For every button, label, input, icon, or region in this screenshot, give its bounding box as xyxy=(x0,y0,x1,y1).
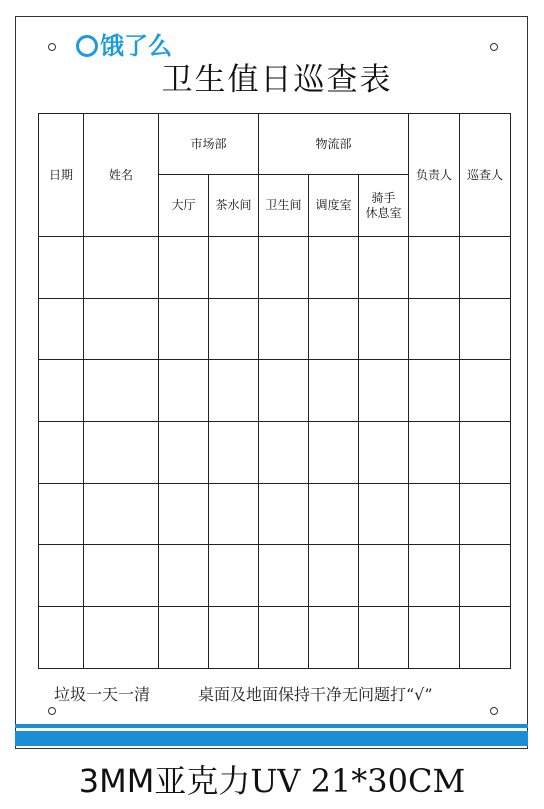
table-cell xyxy=(409,360,460,422)
table-cell xyxy=(409,607,460,669)
table-cell xyxy=(259,483,309,545)
table-cell xyxy=(39,237,84,299)
table-cell xyxy=(209,298,259,360)
table-cell xyxy=(39,607,84,669)
table-cell xyxy=(259,422,309,484)
logo-text: 饿了么 xyxy=(100,32,172,60)
header-hall: 大厅 xyxy=(159,175,209,237)
table-cell xyxy=(159,545,209,607)
header-date: 日期 xyxy=(39,114,84,237)
table-cell xyxy=(159,422,209,484)
footer-note-trash: 垃圾一天一清 xyxy=(54,685,151,704)
table-cell xyxy=(359,545,409,607)
table-cell xyxy=(359,422,409,484)
page-title: 卫生值日巡查表 xyxy=(161,62,393,98)
eleme-logo xyxy=(76,32,172,60)
table-cell xyxy=(409,545,460,607)
table-cell xyxy=(39,545,84,607)
header-rider-lounge: 骑手 休息室 xyxy=(359,175,409,237)
table-cell xyxy=(84,483,159,545)
mount-hole-bottom-right xyxy=(490,707,498,715)
table-cell xyxy=(359,483,409,545)
table-cell xyxy=(39,298,84,360)
table-row xyxy=(39,298,511,360)
table-cell xyxy=(259,360,309,422)
table-cell xyxy=(84,607,159,669)
table-cell xyxy=(84,422,159,484)
spec-label-lead: 3MM xyxy=(78,762,155,800)
table-cell xyxy=(159,298,209,360)
table-cell xyxy=(209,607,259,669)
mount-hole-bottom-left xyxy=(48,707,56,715)
table-cell xyxy=(309,483,359,545)
table-cell xyxy=(460,298,511,360)
blue-stripe-thin xyxy=(15,724,528,728)
header-restroom: 卫生间 xyxy=(259,175,309,237)
table-cell xyxy=(209,545,259,607)
e-logo-icon xyxy=(76,35,98,57)
table-cell xyxy=(209,237,259,299)
table-cell xyxy=(460,360,511,422)
header-market-dept: 市场部 xyxy=(159,114,259,175)
table-cell xyxy=(159,237,209,299)
table-cell xyxy=(309,422,359,484)
spec-label-rest: 亚克力UV 21*30CM xyxy=(154,762,466,800)
table-cell xyxy=(309,360,359,422)
table-cell xyxy=(460,483,511,545)
mount-hole-top-right xyxy=(490,43,498,51)
table-cell xyxy=(39,360,84,422)
table-row xyxy=(39,360,511,422)
spec-label xyxy=(0,758,544,804)
table-cell xyxy=(460,545,511,607)
table-row xyxy=(39,483,511,545)
table-cell xyxy=(309,237,359,299)
table-cell xyxy=(409,483,460,545)
table-cell xyxy=(359,360,409,422)
header-responsible: 负责人 xyxy=(409,114,460,237)
table-cell xyxy=(259,298,309,360)
table-row xyxy=(39,545,511,607)
table-cell xyxy=(409,237,460,299)
table-cell xyxy=(259,607,309,669)
table-row xyxy=(39,607,511,669)
table-cell xyxy=(409,298,460,360)
table-cell xyxy=(159,360,209,422)
table-cell xyxy=(309,545,359,607)
header-name: 姓名 xyxy=(84,114,159,237)
table-cell xyxy=(309,607,359,669)
header-tea-room: 茶水间 xyxy=(209,175,259,237)
table-cell xyxy=(460,422,511,484)
table-cell xyxy=(209,422,259,484)
mount-hole-top-left xyxy=(48,43,56,51)
table-cell xyxy=(159,607,209,669)
table-cell xyxy=(359,607,409,669)
table-cell xyxy=(259,237,309,299)
footer-note-clean: 桌面及地面保持干净无问题打“√” xyxy=(198,685,433,704)
table-cell xyxy=(309,298,359,360)
header-logistics-dept: 物流部 xyxy=(259,114,409,175)
table-cell xyxy=(209,483,259,545)
table-cell xyxy=(409,422,460,484)
table-cell xyxy=(359,237,409,299)
table-cell xyxy=(84,545,159,607)
table-cell xyxy=(84,298,159,360)
header-inspector: 巡查人 xyxy=(460,114,511,237)
table-cell xyxy=(460,237,511,299)
table-cell xyxy=(209,360,259,422)
table-cell xyxy=(259,545,309,607)
table-cell xyxy=(84,237,159,299)
table-row xyxy=(39,422,511,484)
table-cell xyxy=(39,422,84,484)
inspection-table xyxy=(38,113,511,669)
blue-stripe-thick xyxy=(15,731,528,746)
table-row xyxy=(39,237,511,299)
table-cell xyxy=(460,607,511,669)
table-cell xyxy=(39,483,84,545)
table-cell xyxy=(159,483,209,545)
table-cell xyxy=(84,360,159,422)
table-cell xyxy=(359,298,409,360)
header-dispatch-room: 调度室 xyxy=(309,175,359,237)
